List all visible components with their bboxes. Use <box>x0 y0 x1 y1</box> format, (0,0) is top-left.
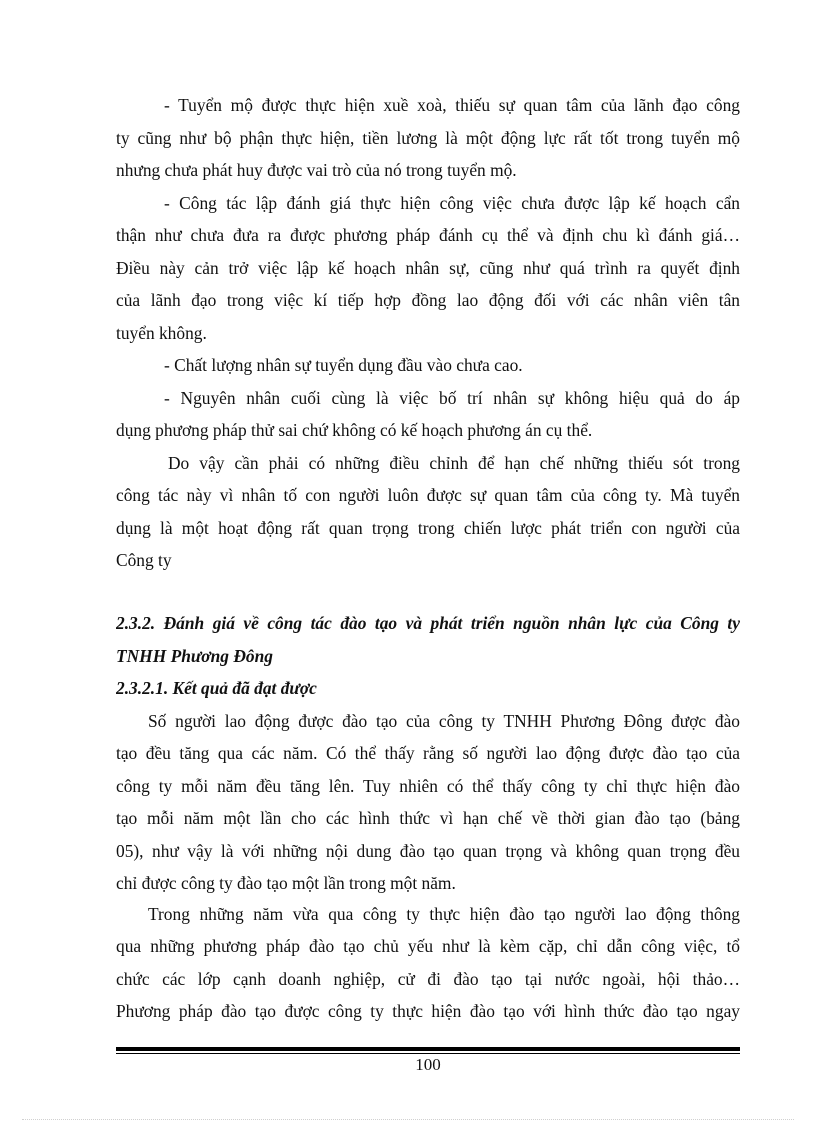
text-line: Công ty <box>116 550 172 570</box>
subsection-heading: 2.3.2.1. Kết quả đã đạt được <box>116 678 317 698</box>
text-line: Trong những năm vừa qua công ty thực hiện đào tạo người lao động thông <box>148 904 740 924</box>
text-line: - Nguyên nhân cuối cùng là việc bố trí nhân sự không hiệu quả do áp <box>164 388 740 408</box>
text-line: qua những phương pháp đào tạo chủ yếu như là kèm cặp, chỉ dẫn công việc, tổ <box>116 936 740 956</box>
text-line: tạo đều tăng qua các năm. Có thể thấy rằng số người lao động được đào tạo của <box>116 743 740 763</box>
text-line: ty cũng như bộ phận thực hiện, tiền lương là một động lực rất tốt trong tuyển mộ <box>116 128 740 148</box>
text-line: tạo mỗi năm một lần cho các hình thức vì hạn chế về thời gian đào tạo (bảng <box>116 808 740 828</box>
text-line: nhưng chưa phát huy được vai trò của nó trong tuyển mộ. <box>116 160 517 180</box>
text-line: chức các lớp cạnh doanh nghiệp, cử đi đào tạo tại nước ngoài, hội thảo… <box>116 969 740 989</box>
text-line: - Chất lượng nhân sự tuyển dụng đầu vào chưa cao. <box>164 355 523 375</box>
text-line: Do vậy cần phải có những điều chỉnh để hạn chế những thiếu sót trong <box>168 453 740 473</box>
text-line: Số người lao động được đào tạo của công ty TNHH Phương Đông được đào <box>148 711 740 731</box>
text-line: Điều này cản trở việc lập kế hoạch nhân sự, cũng như quá trình ra quyết định <box>116 258 740 278</box>
section-heading: 2.3.2. Đánh giá về công tác đào tạo và phát triển nguồn nhân lực của Công ty <box>116 613 740 633</box>
text-line: dụng là một hoạt động rất quan trọng trong chiến lược phát triển con người của <box>116 518 740 538</box>
footer-rule-thick <box>116 1047 740 1051</box>
section-heading: TNHH Phương Đông <box>116 646 273 666</box>
page-edge-dotted-line <box>22 1119 794 1120</box>
text-line: Phương pháp đào tạo được công ty thực hiện đào tạo với hình thức đào tạo ngay <box>116 1001 740 1021</box>
text-line: 05), như vậy là với những nội dung đào tạo quan trọng và không quan trọng đều <box>116 841 740 861</box>
text-line: tuyển không. <box>116 323 207 343</box>
text-line: - Công tác lập đánh giá thực hiện công việc chưa được lập kế hoạch cẩn <box>164 193 740 213</box>
page-number: 100 <box>415 1055 441 1074</box>
text-line: công tác này vì nhân tố con người luôn được sự quan tâm của công ty. Mà tuyển <box>116 485 740 505</box>
text-line: của lãnh đạo trong việc kí tiếp hợp đồng lao động đối với các nhân viên tân <box>116 290 740 310</box>
text-line: - Tuyển mộ được thực hiện xuề xoà, thiếu sự quan tâm của lãnh đạo công <box>164 95 740 115</box>
text-line: chỉ được công ty đào tạo một lần trong một năm. <box>116 873 456 893</box>
text-line: thận như chưa đưa ra được phương pháp đánh cụ thể và định chu kì đánh giá… <box>116 225 740 245</box>
text-line: dụng phương pháp thử sai chứ không có kế hoạch phương án cụ thể. <box>116 420 593 440</box>
text-line: công ty mỗi năm đều tăng lên. Tuy nhiên có thể thấy công ty chỉ thực hiện đào <box>116 776 740 796</box>
